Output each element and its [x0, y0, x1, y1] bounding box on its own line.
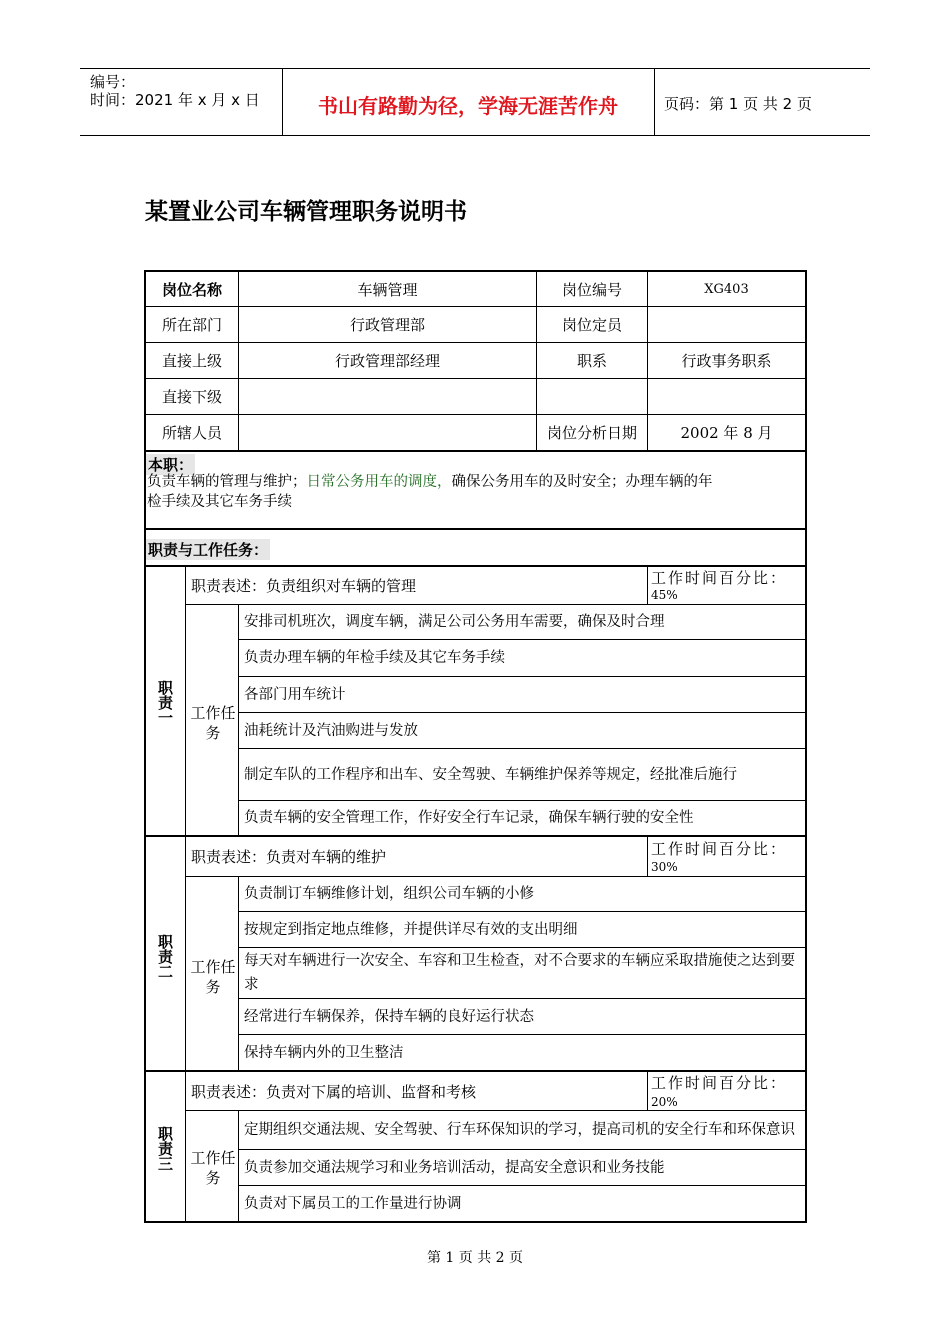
task-item: 经常进行车辆保养，保持车辆的良好运行状态: [244, 1008, 534, 1025]
duty-label: 职责三: [156, 1125, 174, 1171]
role-text-part3: 确保公务用车的及时安全；办理车辆的年: [451, 474, 713, 490]
role-description: [147, 472, 805, 512]
value-direct-subordinate: [239, 379, 536, 414]
header-bottom-rule: [80, 135, 870, 136]
pct-value: 20%: [651, 1095, 678, 1109]
pct-value: 45%: [651, 588, 678, 602]
document-title: 某置业公司车辆管理职务说明书: [145, 199, 467, 225]
task-item: 每天对车辆进行一次安全、车容和卫生检查，对不合要求的车辆应采取措施使之达到要求: [244, 953, 795, 993]
label-position-name: 岗位名称: [161, 280, 222, 299]
label-empty: [537, 379, 647, 414]
motto-banner: 书山有路勤为径，学海无涯苦作舟: [318, 94, 618, 118]
task-item: 保持车辆内外的卫生整洁: [244, 1044, 404, 1061]
table-border: [144, 1221, 807, 1223]
table-col-line: [647, 836, 648, 876]
label-job-family: 职系: [576, 352, 607, 370]
label-direct-subordinate: 直接下级: [161, 388, 222, 406]
label-direct-superior: 直接上级: [161, 352, 222, 370]
task-item: 定期组织交通法规、安全驾驶、行车环保知识的学习，提高司机的安全行车和环保意识: [244, 1122, 795, 1138]
header-divider-right: [654, 68, 655, 136]
table-col-line: [185, 566, 186, 836]
task-item: 负责车辆的安全管理工作，作好安全行车记录，确保车辆行驶的安全性: [244, 810, 694, 826]
role-text-line2: 检手续及其它车务手续: [147, 494, 292, 510]
pct-label: 工作时间百分比：: [651, 569, 788, 587]
table-col-line: [647, 1071, 648, 1111]
pct-label: 工作时间百分比：: [651, 1074, 788, 1092]
task-item: 油耗统计及汽油购进与发放: [244, 722, 418, 739]
role-text-part1: 负责车辆的管理与维护；: [147, 474, 307, 490]
label-headcount: 岗位定员: [561, 316, 622, 334]
task-item: 安排司机班次，调度车辆，满足公司公务用车需要，确保及时合理: [244, 614, 665, 630]
label-department: 所在部门: [161, 316, 222, 334]
doc-time-label: 时间：2021 年 x 月 x 日: [90, 91, 260, 109]
table-row-line: [144, 528, 807, 530]
task-label: 工作任务: [190, 704, 236, 742]
role-section-label: 本职：: [148, 456, 194, 474]
label-analysis-date: 岗位分析日期: [546, 424, 637, 442]
value-direct-superior: 行政管理部经理: [334, 352, 440, 370]
task-item: 各部门用车统计: [244, 686, 346, 703]
duty-label: 职责二: [156, 933, 174, 979]
task-label: 工作任务: [190, 1149, 236, 1187]
label-position-code: 岗位编号: [561, 280, 622, 299]
value-empty: [648, 379, 805, 414]
value-analysis-date: 2002 年 8 月: [680, 424, 773, 442]
task-item: 制定车队的工作程序和出车、安全驾驶、车辆维护保养等规定，经批准后施行: [244, 766, 737, 783]
task-label: 工作任务: [190, 958, 236, 996]
table-row-line: [144, 450, 807, 452]
header-top-rule: [80, 68, 870, 69]
value-position-code: XG403: [704, 281, 749, 297]
label-staff-under: 所辖人员: [161, 424, 222, 442]
pct-value: 30%: [651, 860, 678, 874]
value-department: 行政管理部: [349, 316, 425, 334]
doc-code-label: 编号：: [90, 73, 136, 91]
value-job-family: 行政事务职系: [681, 352, 772, 370]
task-item: 负责办理车辆的年检手续及其它车务手续: [244, 650, 505, 666]
table-col-line: [647, 566, 648, 604]
role-text-part2: 日常公务用车的调度，: [306, 474, 452, 490]
duties-section-label: 职责与工作任务：: [148, 541, 269, 559]
page-info: 页码：第 1 页 共 2 页: [664, 95, 812, 113]
pct-label: 工作时间百分比：: [651, 840, 788, 858]
duty-statement: 职责表述：负责对车辆的维护: [191, 847, 387, 866]
task-item: 按规定到指定地点维修，并提供详尽有效的支出明细: [244, 921, 578, 938]
task-item: 负责对下属员工的工作量进行协调: [244, 1195, 462, 1212]
value-position-name: 车辆管理: [357, 280, 418, 299]
task-item: 负责参加交通法规学习和业务培训活动，提高安全意识和业务技能: [244, 1159, 665, 1176]
duty-statement: 职责表述：负责组织对车辆的管理: [191, 577, 417, 595]
task-item: 负责制订车辆维修计划，组织公司车辆的小修: [244, 886, 534, 902]
page-footer: 第 1 页 共 2 页: [426, 1250, 524, 1266]
duty-label: 职责一: [156, 679, 174, 725]
value-headcount: [648, 307, 805, 342]
value-staff-under: [239, 415, 536, 450]
duty-statement: 职责表述：负责对下属的培训、监督和考核: [191, 1082, 477, 1101]
